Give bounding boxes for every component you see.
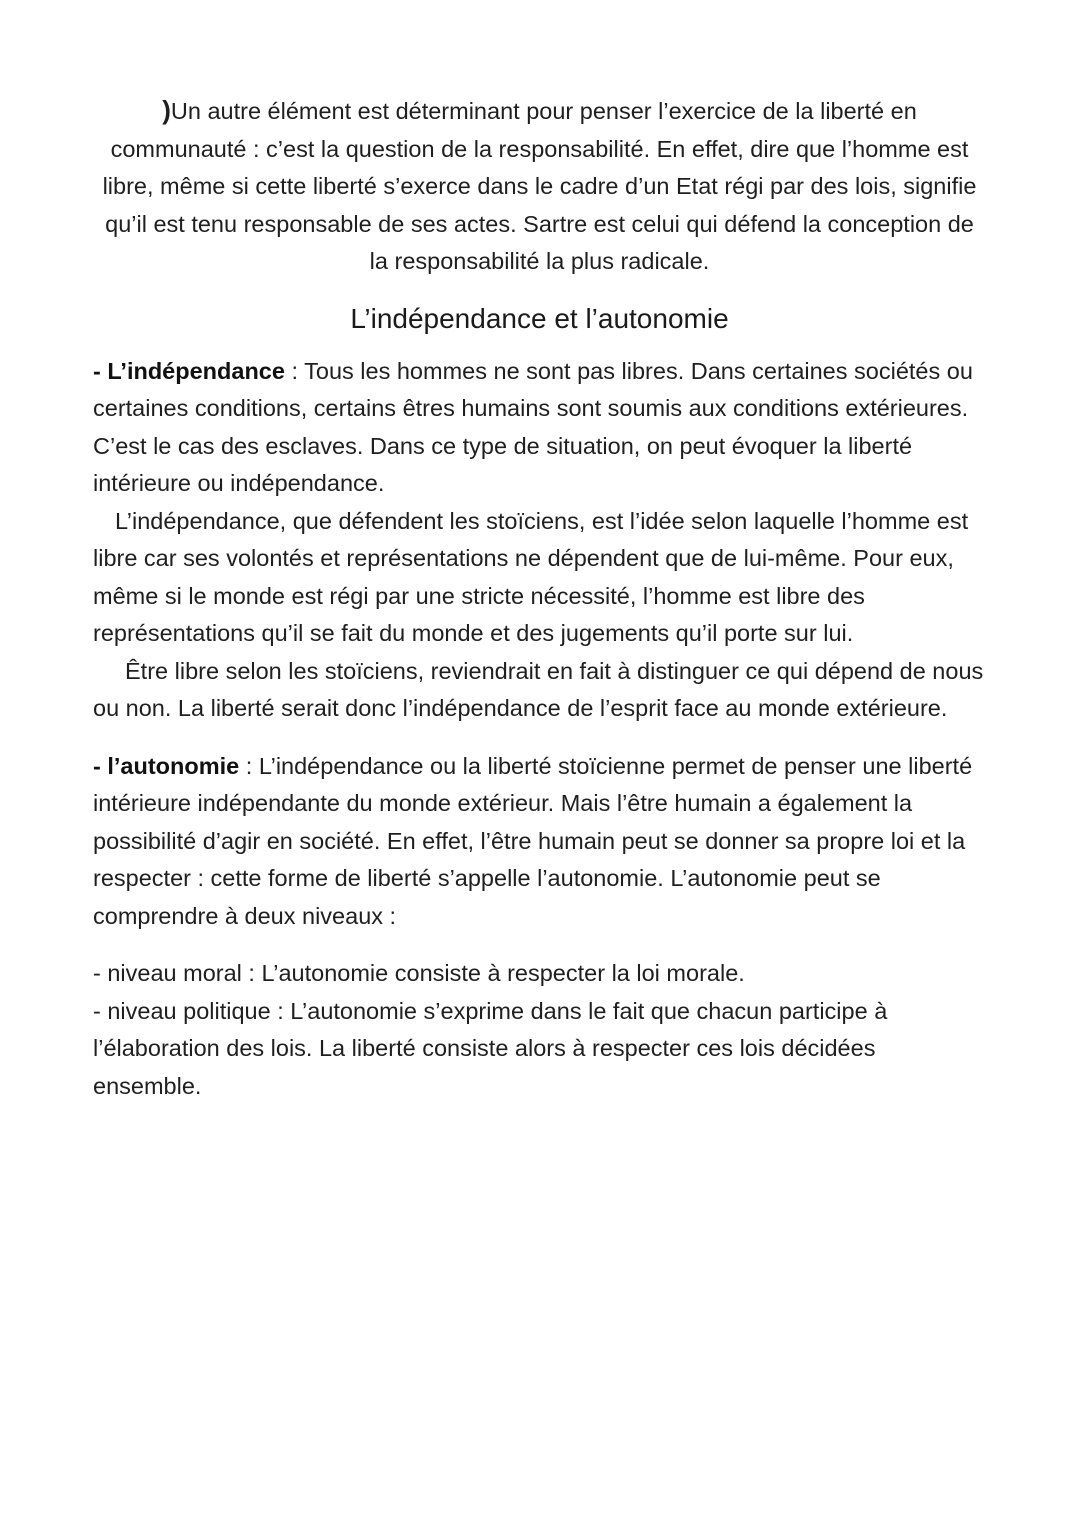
intro-paragraph	[93, 92, 986, 281]
autonomie-paragraph	[93, 748, 986, 936]
spacer	[93, 728, 986, 748]
independance-separator: :	[284, 357, 305, 384]
independance-paragraph-3: Être libre selon les stoïciens, reviendrait en fait à distinguer ce qui dépend de nous ou non. La liberté serait donc l’indépendance de l’esprit face au monde extérieure.	[93, 657, 984, 721]
intro-parenthesis: )	[162, 95, 171, 125]
independance-term: - L’indépendance	[93, 357, 285, 384]
spacer	[93, 935, 986, 955]
independance-paragraph-2: L’indépendance, que défendent les stoïciens, est l’idée selon laquelle l’homme est libre car ses volontés et représentations ne dépendent que de lui-même. Pour eux, même si le monde est régi par une stricte nécessité, l’homme est libre des représentations qu’il se fait du monde et des jugements qu’il porte sur lui.	[93, 507, 969, 646]
niveau-moral-item: - niveau moral : L’autonomie consiste à respecter la loi morale.	[93, 960, 745, 986]
autonomie-separator: :	[239, 752, 259, 779]
autonomie-term: - l’autonomie	[93, 752, 240, 779]
independance-text: Tous les hommes ne sont pas libres. Dans certaines sociétés ou certaines conditions, certains êtres humains sont soumis aux conditions extérieures. C’est le cas des esclaves. Dans ce type de situation, on peut évoquer la liberté intérieure ou indépendance.	[93, 357, 973, 496]
intro-text: Un autre élément est déterminant pour penser l’exercice de la liberté en communauté : c’est la question de la responsabilité. En effet, dire que l’homme est libre, même si cette liberté s’exerce dans le cadre d’un Etat régi par des lois, signifie qu’il est tenu responsable de ses actes. Sartre est celui qui défend la conception de la responsabilité la plus radicale.	[102, 98, 977, 274]
section-title: L’indépendance et l’autonomie	[350, 302, 729, 334]
independance-paragraph	[93, 353, 986, 503]
niveau-politique-item: - niveau politique : L’autonomie s’exprime dans le fait que chacun participe à l’élaboration des lois. La liberté consiste alors à respecter ces lois décidées ensemble.	[93, 997, 888, 1099]
autonomie-text: L’indépendance ou la liberté stoïcienne permet de penser une liberté intérieure indépendante du monde extérieur. Mais l’être humain a également la possibilité d’agir en société. En effet, l’être humain peut se donner sa propre loi et la respecter : cette forme de liberté s’appelle l’autonomie. L’autonomie peut se comprendre à deux niveaux :	[93, 752, 973, 929]
